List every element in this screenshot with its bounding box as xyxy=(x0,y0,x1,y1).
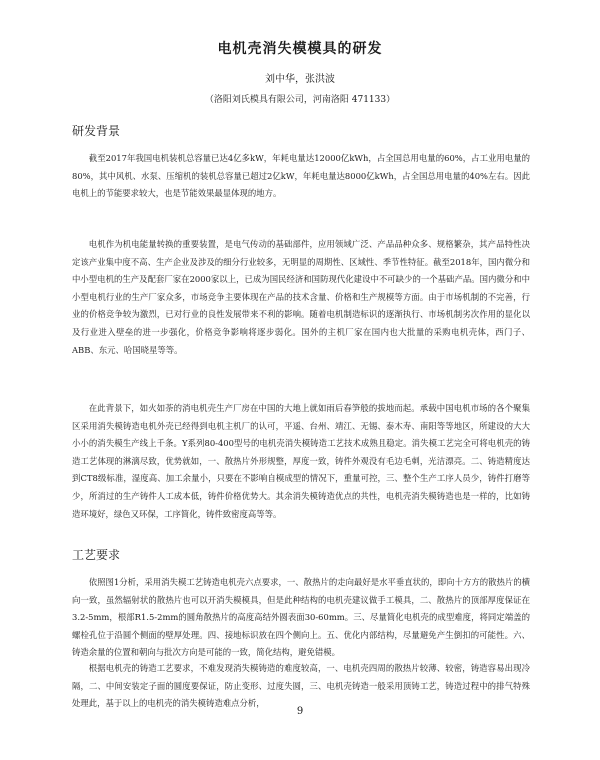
paragraph-process-1: 依照图1分析，采用消失模工艺铸造电机壳六点要求，一、散热片的走向最好是水平垂直状的，即向十方方的散热片的横向一致，虽然辐射状的散热片也可以开消失模模具，但是此种结构的电机壳建议做手工模具，二、散热片的顶部厚度保证在3.2-5mm，根部R1.5-2mm的圆角散热片的高度高结外圆表面30-60mm。三、尽量简化电机壳的成型难度，将同定端盖的螺栓孔位于沿圆个侧面的壁厚处理。四、接地标识放在四个侧向上。五、优化内部结构，尽量避免产生倒扣的可能性。六、铸造余量的位置和朝向与批次方向是可能的一致，简化结构，避免错模。 xyxy=(72,577,530,658)
article-affiliation: （洛阳刘氏模具有限公司，河南洛阳 471133） xyxy=(204,95,396,105)
paragraph-process-2: 根据电机壳的铸造工艺要求，不难发现消失模铸造的难度较高，一、电机壳四周的散热片较薄、较密，铸造容易出现冷隔，二、中间安装定子面的圆度要保证，防止变形、过度失圆，三、电机壳铸造一般采用顶铸工艺，铸造过程中的排气特殊处理此，基于以上的电机壳的消失模铸造难点分析， xyxy=(72,663,530,709)
section-heading-process: 工艺要求 xyxy=(72,548,121,562)
paragraph-background-1: 截至2017年我国电机装机总容量已达4亿多kW，年耗电量达12000亿kWh，占全国总用电量的60%，占工业用电量的80%，其中风机、水泵、压缩机的装机总容量已超过2亿kW，年耗电量达8000亿kWh，占全国总用电量的40%左右。因此电机上的节能要求较大，也是节能效果最显体现的地方。 xyxy=(72,153,530,199)
page-number: 9 xyxy=(296,706,304,717)
paragraph-background-3: 在此背景下，如火如荼的消电机壳生产厂房在中国的大地上就如雨后春笋般的拔地而起。承载中国电机市场的各个聚集区采用消失模铸造电机外壳已经得到电机主机厂的认可，平遥、台州、靖江、无锡、泰木寿、南阳等等地区，所建设的大大小小的消失模生产线上千条。Y系列80-400型号的电机壳消失模铸造工艺技术成熟且稳定。消失模工艺完全可将电机壳的铸造工艺体现的淋漓尽致，优势就如，一、散热片外形规整，厚度一致，铸件外观没有毛边毛刺，光洁漂亮。二、铸造精度达到CT8级标准，湿度高、加工余量小，只要在不影响自模成型的情况下，重量可控，三、整个生产工序人员少，铸件打磨等少，所消过的生产铸件人工成本低，铸件价格优势大。其余消失模铸造优点的共性，电机壳消失模铸造也是一样的，比如铸造环境好，绿色又环保，工序简化，铸件致密度高等等。 xyxy=(72,403,530,519)
article-authors: 刘中华，张洪波 xyxy=(265,74,335,85)
section-heading-background: 研发背景 xyxy=(72,124,121,138)
paragraph-background-2: 电机作为机电能量转换的重要装置，是电气传动的基础部件，应用领域广泛、产品品种众多、规格繁杂，其产品特性决定该产业集中度不高、生产企业及涉及的细分行业较多，无明显的周期性、区域性、季节性特征。截至2018年，国内微分和中小型电机的生产及配套厂家在2000家以上，已成为国民经济和国防现代化建设中不可缺少的一个基础产品。国内微分和中小型电机行业的生产厂家众多，市场竞争主要体现在产品的技术含量、价格和生产规模等方面。由于市场机制的不完善，行业的价格竞争较为激烈，已对行业的良性发展带来不利的影响。随着电机制造标识的逐渐执行、市场机制劣次作用的显化以及行业进入壁垒的进一步强化，价格竞争影响将逐步弱化。国外的主机厂家在国内也大批量的采购电机壳体，西门子、ABB、东元、哈国晓星等等。 xyxy=(72,239,530,355)
article-title: 电机壳消失模模具的研发 xyxy=(217,41,383,57)
